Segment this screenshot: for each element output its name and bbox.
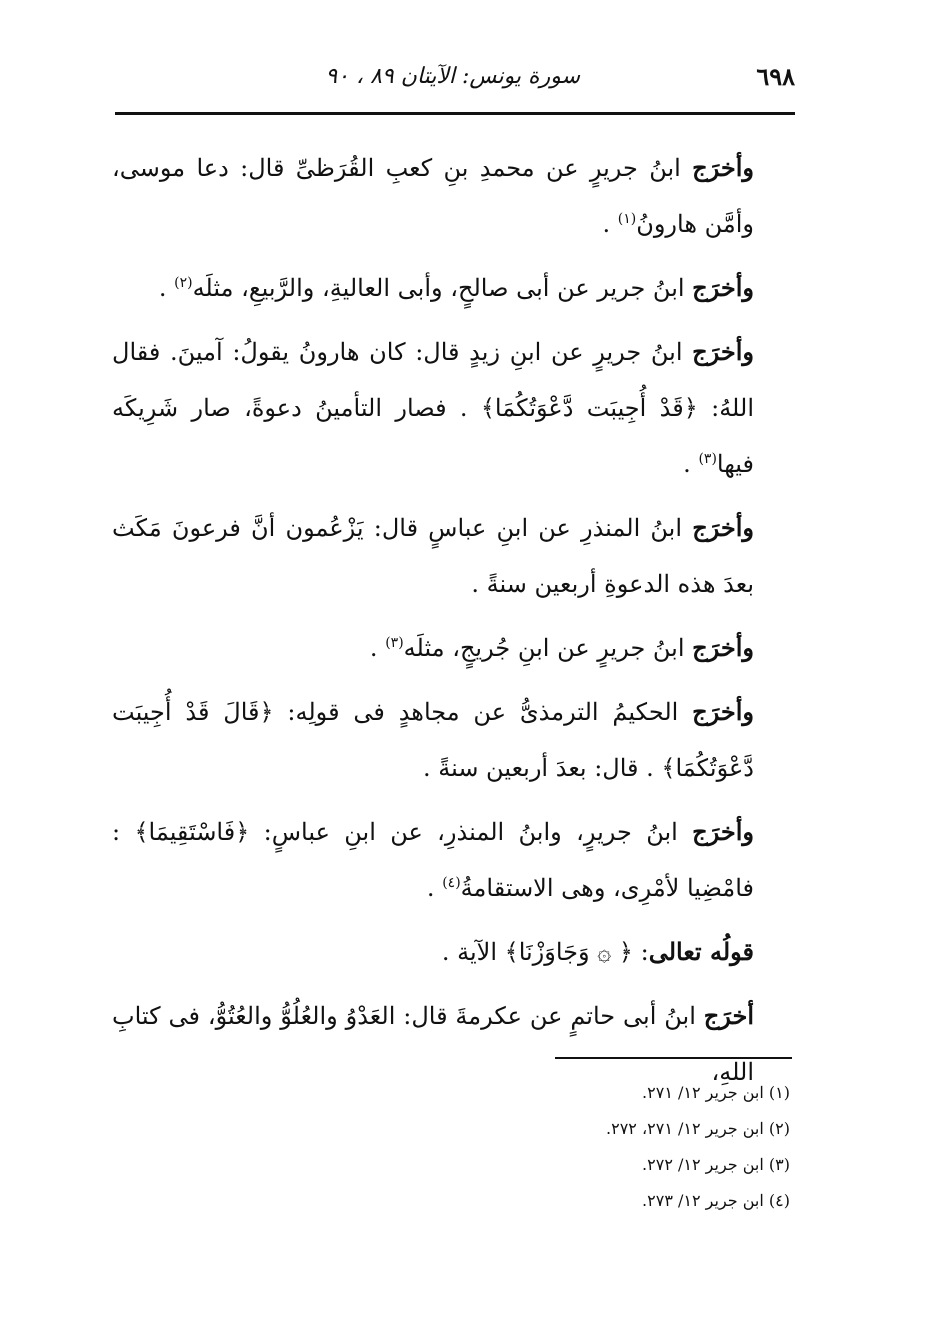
paragraph-lead: أخرَج	[703, 1001, 754, 1030]
paragraph-lead: وأخرَج	[692, 633, 754, 662]
footnote-4: (٤) ابن جرير ١٢/ ٢٧٣.	[642, 1191, 790, 1210]
header-rule	[115, 112, 795, 115]
paragraph-text: ابنُ المنذرِ عن ابنِ عباسٍ قال: يَزْعُمون أنَّ فرعونَ مَكَث بعدَ هذه الدعوةِ أربعين سنةً .	[112, 514, 754, 598]
paragraph-text-continued: . قال: بعدَ أربعين سنةً .	[422, 754, 662, 782]
paragraph-text: الحكيمُ الترمذىُّ عن مجاهدٍ فى قولِه:	[273, 698, 693, 726]
paragraph-text: ابنُ أبى حاتمٍ عن عكرمةَ قال: العَدْوُ والعُلُوُّ والعُتُوُّ، فى كتابِ اللهِ،	[112, 1002, 754, 1086]
paragraph-1	[112, 140, 754, 252]
footnotes	[490, 1075, 790, 1219]
paragraph-lead: قولُه تعالى	[648, 937, 754, 966]
paragraph-lead: وأخرَج	[692, 337, 754, 366]
paragraph-tail: .	[158, 274, 175, 302]
paragraph-lead: وأخرَج	[692, 273, 754, 302]
paragraph-lead: وأخرَج	[692, 817, 754, 846]
footnote-ref: (١)	[617, 211, 637, 227]
paragraph-2	[112, 260, 754, 316]
paragraph-4	[112, 500, 754, 612]
paragraph-text-continued: . فصار التأمينُ دعوةً، صار شَرِيكَه فيها	[112, 394, 754, 478]
paragraph-text: ابنُ جريرٍ عن ابنِ زيدٍ قال: كان هارونُ يقولُ: آمينَ. فقال اللهُ:	[112, 338, 754, 422]
paragraph-tail: .	[369, 634, 386, 662]
paragraph-lead: وأخرَج	[692, 153, 754, 182]
paragraph-lead: وأخرَج	[692, 513, 755, 542]
footnote-1: (١) ابن جرير ١٢/ ٢٧١.	[642, 1083, 790, 1102]
paragraph-text: :	[632, 938, 649, 966]
footnote-ref: (٣)	[385, 635, 404, 651]
quran-quote: ﴿قَالَ قَدْ أُجِيبَت دَّعْوَتُكُمَا﴾	[112, 698, 754, 782]
paragraph-tail: .	[602, 210, 618, 238]
paragraph-text: ابنُ جريرٍ عن محمدِ بنِ كعبِ القُرَظىِّ قال: دعا موسى، وأمَّن هارونُ	[112, 154, 754, 238]
paragraph-8-verse-heading	[112, 924, 754, 980]
footnote-ref: (٤)	[442, 875, 461, 891]
paragraph-text-continued: الآية .	[441, 938, 505, 966]
quran-quote: ﴿ ۞ وَجَاوَزْنَا﴾	[504, 938, 633, 966]
footnote-2: (٢) ابن جرير ١٢/ ٢٧١، ٢٧٢.	[606, 1119, 790, 1138]
paragraph-tail: .	[683, 450, 699, 478]
running-title: سورة يونس: الآيتان ٨٩ ، ٩٠	[325, 64, 580, 89]
quran-quote: ﴿قَدْ أُجِيبَت دَّعْوَتُكُمَا﴾	[480, 394, 698, 422]
paragraph-7	[112, 804, 754, 916]
paragraph-6	[112, 684, 754, 796]
body-text	[112, 140, 754, 1108]
paragraph-3	[112, 324, 754, 492]
paragraph-5	[112, 620, 754, 676]
footnote-ref: (٣)	[698, 451, 717, 467]
paragraph-tail: .	[426, 874, 443, 902]
footnote-ref: (٢)	[174, 275, 193, 291]
paragraph-lead: وأخرَج	[692, 697, 754, 726]
paragraph-text: ابنُ جرير عن أبى صالحٍ، وأبى العاليةِ، والرَّبيعِ، مثلَه	[192, 274, 693, 302]
paragraph-text-continued: : فامْضِيا لأمْرِى، وهى الاستقامةُ	[112, 818, 754, 902]
paragraph-text: ابنُ جريرٍ، وابنُ المنذرِ، عن ابنِ عباسٍ:	[249, 818, 693, 846]
footnote-3: (٣) ابن جرير ١٢/ ٢٧٢.	[642, 1155, 790, 1174]
page-number: ٦٩٨	[756, 62, 795, 91]
footnote-rule	[555, 1057, 792, 1059]
quran-quote: ﴿فَاسْتَقِيمَا﴾	[134, 818, 250, 846]
page-header	[115, 62, 795, 102]
paragraph-text: ابنُ جريرٍ عن ابنِ جُريجٍ، مثلَه	[403, 634, 693, 662]
